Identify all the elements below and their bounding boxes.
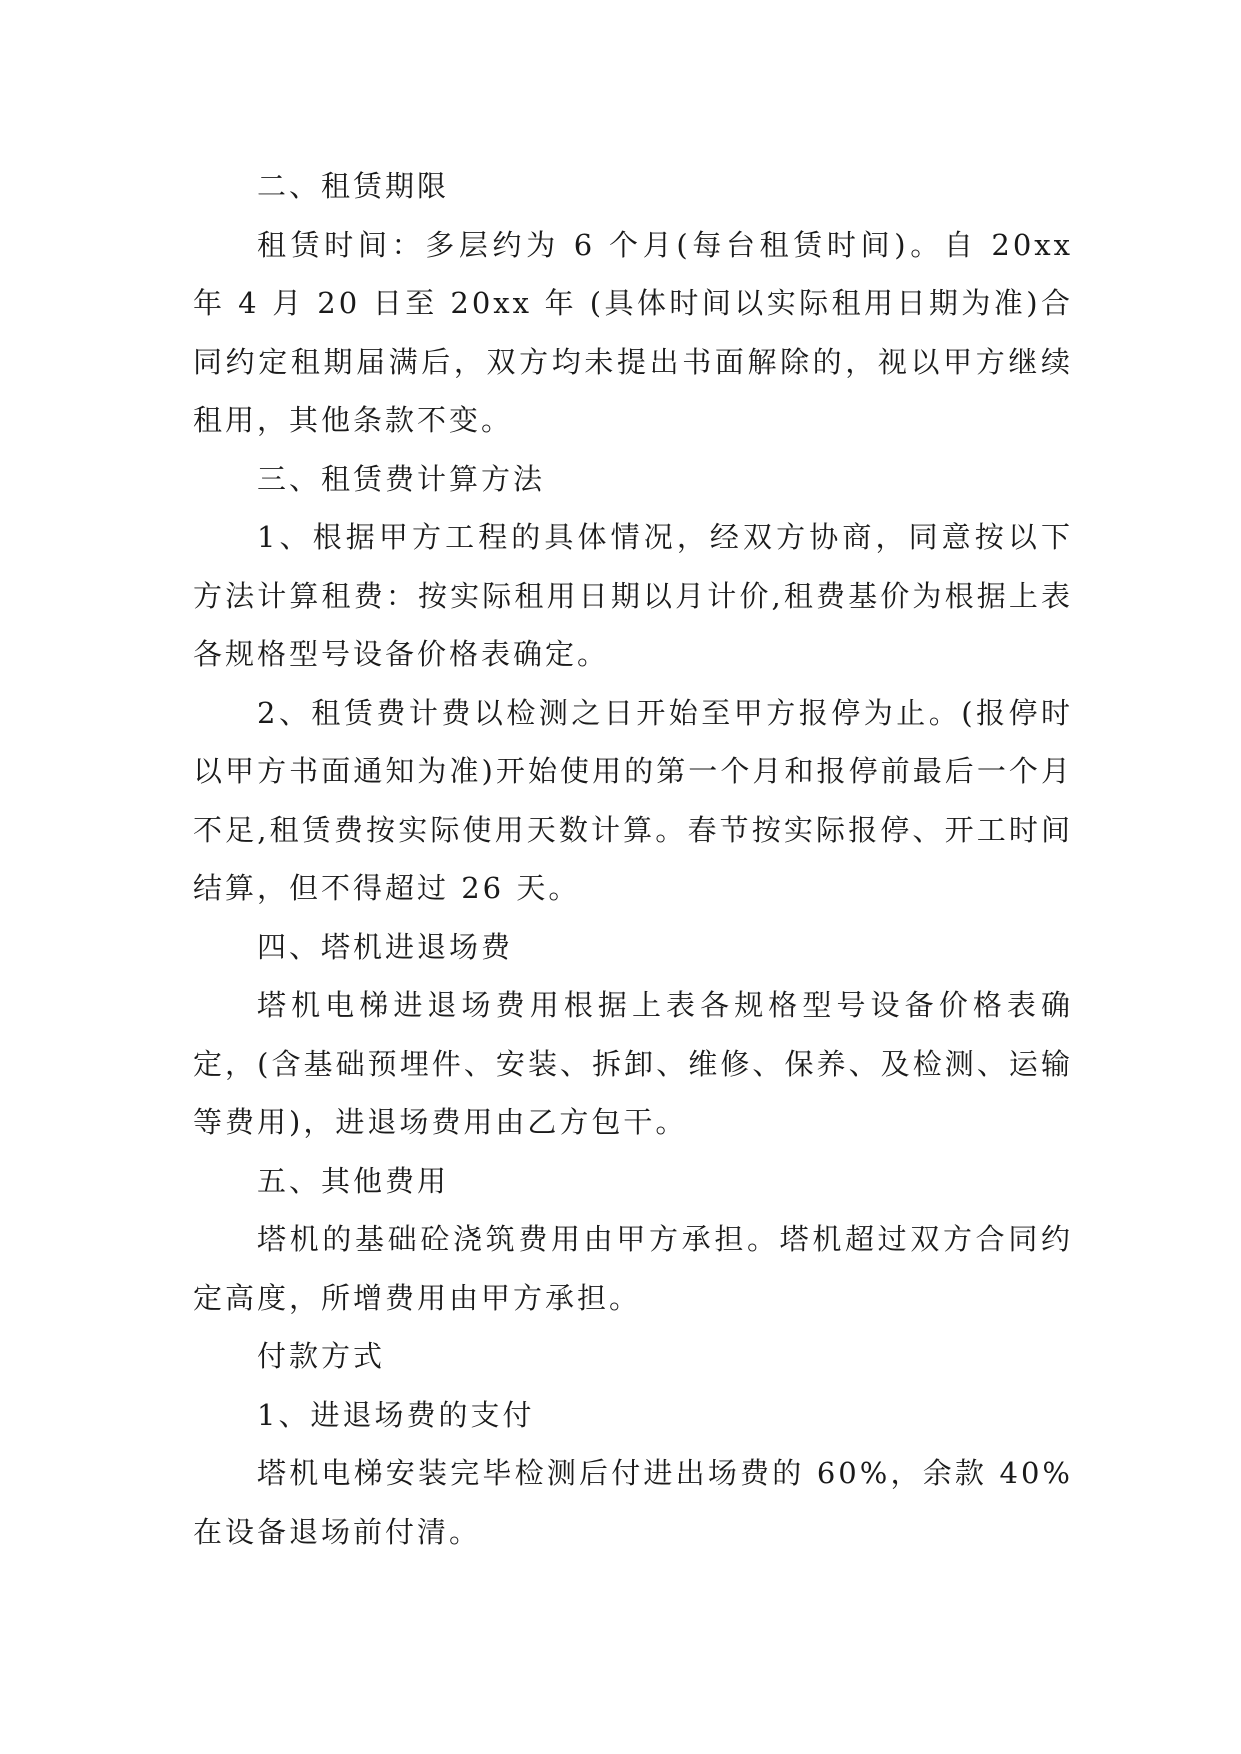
paragraph-fee-calculation-2: 2、租赁费计费以检测之日开始至甲方报停为止。(报停时以甲方书面通知为准)开始使用的第一个月和报停前最后一个月不足,租赁费按实际使用天数计算。春节按实际报停、开工时间结算，但不得超过 26 天。 — [193, 695, 1073, 905]
section-heading-payment-method: 付款方式 — [257, 1339, 386, 1373]
subheading-entry-exit-payment: 1、进退场费的支付 — [257, 1397, 535, 1432]
paragraph-fee-calculation-1: 1、根据甲方工程的具体情况，经双方协商，同意按以下方法计算租费：按实际租用日期以月计价,租费基价为根据上表各规格型号设备价格表确定。 — [193, 520, 1073, 671]
section-heading-other-fees: 五、其他费用 — [257, 1163, 450, 1198]
paragraph-lease-time: 租赁时间：多层约为 6 个月(每台租赁时间)。自 20xx 年 4 月 20 日至 20xx 年 (具体时间以实际租用日期为准)合同约定租期届满后，双方均未提出书面解除的，视以甲方继续租用，其他条款不变。 — [193, 227, 1073, 437]
paragraph-entry-exit-payment: 塔机电梯安装完毕检测后付进出场费的 60%，余款 40%在设备退场前付清。 — [193, 1456, 1073, 1549]
section-heading-lease-term: 二、租赁期限 — [257, 169, 450, 203]
section-heading-entry-exit-fee: 四、塔机进退场费 — [257, 929, 514, 964]
document-body — [193, 157, 1073, 1561]
section-heading-fee-calculation: 三、租赁费计算方法 — [257, 461, 546, 496]
paragraph-other-fees: 塔机的基础砼浇筑费用由甲方承担。塔机超过双方合同约定高度，所增费用由甲方承担。 — [193, 1222, 1073, 1315]
paragraph-entry-exit-fee: 塔机电梯进退场费用根据上表各规格型号设备价格表确定，(含基础预埋件、安装、拆卸、维修、保养、及检测、运输等费用)，进退场费用由乙方包干。 — [193, 988, 1073, 1139]
